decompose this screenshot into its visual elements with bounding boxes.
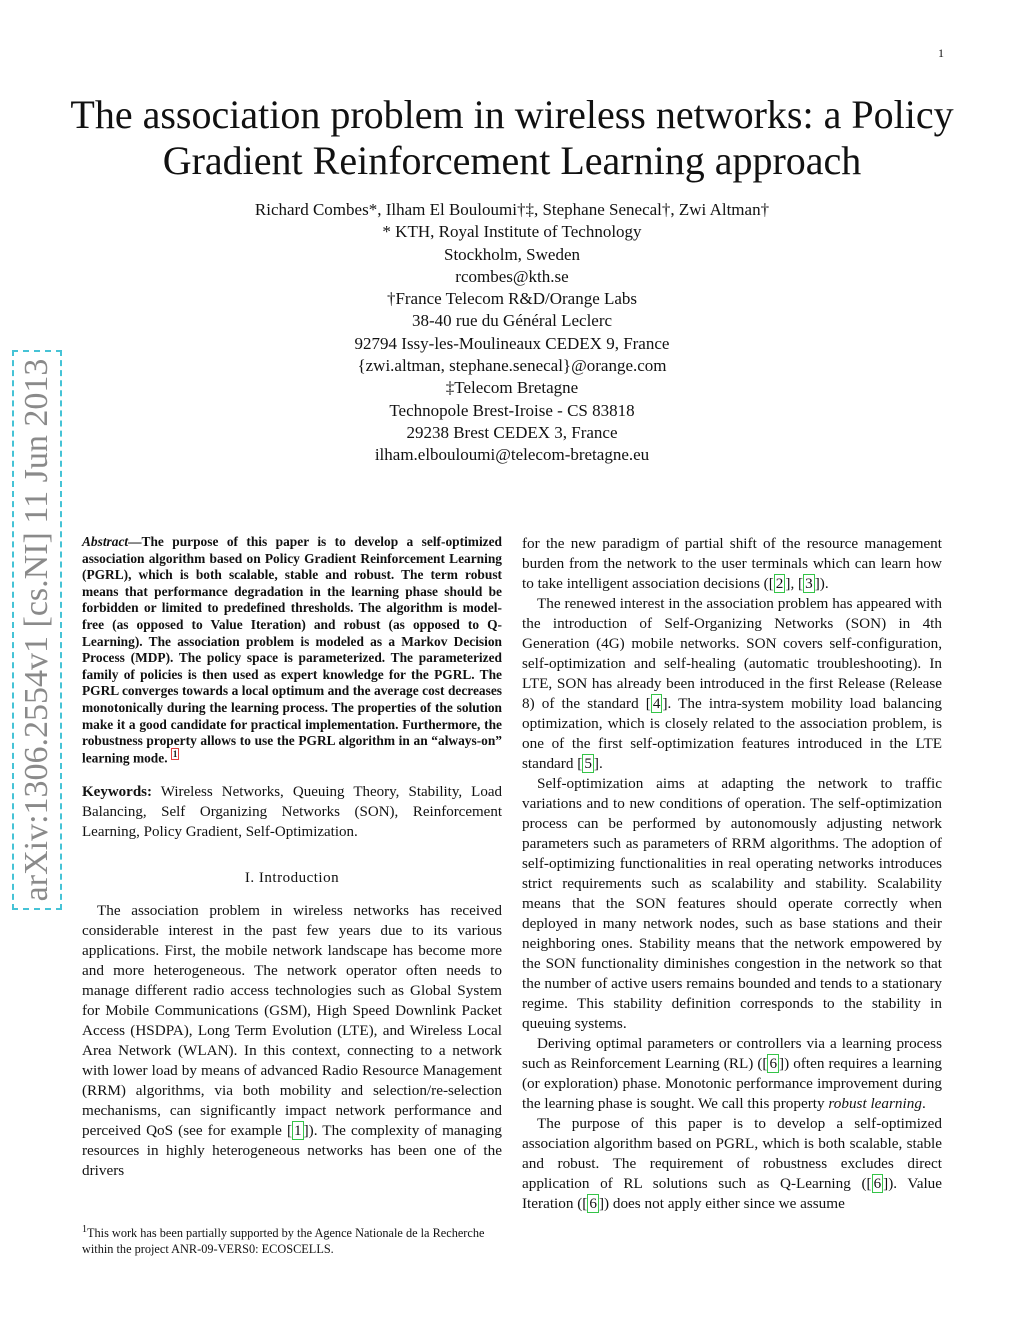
footnote-link[interactable]: 1: [172, 748, 178, 759]
affiliation-line: ilham.elbouloumi@telecom-bretagne.eu: [374, 445, 650, 465]
footnote-mark: 1: [82, 1224, 87, 1235]
arxiv-stamp-text: arXiv:1306.2554v1 [cs.NI] 11 Jun 2013: [18, 358, 55, 902]
paragraph: The association problem in wireless networks has received considerable interest in the past few years due to its various applications. First, the mobile network landscape has become more and more heterogeneous. The network operator often needs to manage different radio access technologies such as Global System for Mobile Communications (GSM), High Speed Downlink Packet Access (HSDPA), Long Term Evolution (LTE), and Wireless Local Area Network (WLAN). In this context, connecting to a network with lower load by means of advanced Radio Resource Management (RRM) algorithms, via both mobility and selection/re-selection mechanisms, can significantly impact network performance and perceived QoS (see for example [ 1 ]). The complexity of managing resources in highly heterogeneous networks has been one of the drivers: [82, 901, 502, 1179]
section-heading: I. Introduction: [244, 869, 340, 886]
footnote: [82, 1222, 502, 1257]
citation-link[interactable]: 1: [294, 1121, 302, 1139]
affiliation-line: 92794 Issy-les-Moulineaux CEDEX 9, France: [354, 333, 670, 353]
right-column: [522, 534, 942, 1214]
paragraph: The renewed interest in the association problem has appeared with the introduction of Self-Organizing Networks (SON) in 4th Generation (4G) mobile networks. SON covers self-configuration, self-optimization and self-healing (automatic troubleshooting). In LTE, SON has already been introduced in the first Release (Release 8) of the standard [ 4 ]. The intra-system mobility load balancing optimization, which is closely related to the association problem, is one of the first self-optimization features introduced in the LTE standard [ 5 ].: [522, 595, 942, 772]
intro-text-right: [522, 534, 942, 1214]
affiliation-line: rcombes@kth.se: [455, 266, 569, 286]
affiliation-line: Technopole Brest-Iroise - CS 83818: [389, 400, 635, 420]
abstract: Abstract—The purpose of this paper is to develop a self-optimized association algorithm based on Policy Gradient Reinforcement Learning (PGRL), which is both scalable, stable and robust. The term robust means that performance degradation in the learning phase should be forbidden or limited to predefined thresholds. The algorithm is model-free (as opposed to Value Iteration) and robust (as opposed to Q-Learning). The association problem is modeled as a Markov Decision Process (MDP). The policy space is parameterized. The parameterized family of policies is then used as expert knowledge for the PGRL. The PGRL converges towards a local optimum and the average cost decreases monotonically during the learning process. The properties of the solution make it a good candidate for practical implementation. Furthermore, the robustness property allows to use the PGRL algorithm in an “always-on” learning mode. $^1$: [82, 534, 502, 766]
abstract-label: Abstract: [82, 534, 129, 549]
citation-link[interactable]: 6: [873, 1175, 882, 1192]
affiliation-line: ‡Telecom Bretagne: [445, 378, 579, 398]
keywords-label: Keywords:: [82, 783, 152, 800]
intro-text-left: [82, 901, 502, 1181]
authors-line: Richard Combes*, Ilham El Bouloumi†‡, Stephane Senecal†, Zwi Altman†: [254, 200, 770, 219]
author-block: [120, 199, 904, 467]
affiliation-line: 38-40 rue du Général Leclerc: [411, 311, 613, 331]
page-number: 1: [938, 46, 944, 60]
paragraph: Self-optimization aims at adapting the network to traffic variations and to new conditions of operation. The self-optimization process can be performed by autonomously adjusting network parameters such as parameters of RRM algorithms. The adoption of self-optimizing functionalities in real operating networks introduces strict requirements such as scalability and stability. Scalability means that the SON features should operate correctly when deployed in many network nodes, such as base stations and their neighboring ones. Stability means that the network empowered by the SON functionality diminishes congestion in the network so that the number of active users remains bounded and tends to a stationary regime. This stability definition corresponds to the stability in queuing systems.: [522, 775, 942, 1032]
footnote-text: This work has been partially supported by the Agence Nationale de la Recherche within the project ANR-09-VERS0: ECOSCELLS.: [82, 1226, 485, 1257]
arxiv-stamp: [12, 350, 62, 910]
affiliation-line: 29238 Brest CEDEX 3, France: [406, 422, 618, 442]
citation-link[interactable]: 2: [775, 575, 784, 592]
citation-link[interactable]: 4: [652, 695, 661, 712]
paragraph: Deriving optimal parameters or controllers via a learning process such as Reinforcement Learning (RL) ([ 6 ]) often requires a learning (or exploration) phase. Monotonic performance improvement during the learning phase is sought. We call this property robust learning.: [522, 1035, 942, 1112]
keywords: [82, 782, 502, 842]
citation-link[interactable]: 6: [589, 1195, 597, 1212]
keywords-text: Wireless Networks, Queuing Theory, Stability, Load Balancing, Self Organizing Networks (SON), Reinforcement Learning, Policy Gradient, Self-Optimization.: [82, 783, 502, 840]
citation-link[interactable]: 3: [805, 575, 813, 592]
affiliation-line: {zwi.altman, stephane.senecal}@orange.com: [357, 356, 667, 376]
citation-link[interactable]: 6: [769, 1055, 778, 1072]
affiliation-line: †France Telecom R&D/Orange Labs: [386, 289, 638, 309]
paragraph: for the new paradigm of partial shift of the resource management burden from the network to the user terminals which can learn how to take intelligent association decisions ([ 2 ], [ 3 ]).: [522, 535, 942, 592]
paragraph: The purpose of this paper is to develop a self-optimized association algorithm based on PGRL, which is both scalable, stable and robust. The requirement of robustness excludes direct application of RL solutions such as Q-Learning ([ 6 ]). Value Iteration ([ 6 ]) does not apply either since we assume: [522, 1115, 943, 1212]
left-column: [82, 534, 502, 1181]
citation-link[interactable]: 5: [584, 755, 592, 772]
emphasis: robust learning: [828, 1095, 922, 1112]
abstract-text: The purpose of this paper is to develop a self-optimized association algorithm based on Policy Gradient Reinforcement Learning (PGRL), which is both scalable, stable and robust. The term robust means that performance degradation in the learning phase should be forbidden or limited to predefined thresholds. The algorithm is model-free (as opposed to Value Iteration) and robust (as opposed to Q-Learning). The association problem is modeled as a Markov Decision Process (MDP). The policy space is parameterized. The parameterized family of policies is then used as expert knowledge for the PGRL. The PGRL converges towards a local optimum and the average cost decreases monotonically during the learning process. The properties of the solution make it a good candidate for practical implementation. Furthermore, the robustness property allows to use the PGRL algorithm in an “always-on” learning mode.: [82, 534, 502, 766]
paper-title: The association problem in wireless networks: a Policy Gradient Reinforcement Learning approach: [70, 92, 954, 183]
affiliation-line: * KTH, Royal Institute of Technology: [382, 222, 642, 242]
affiliation-line: Stockholm, Sweden: [444, 244, 580, 264]
